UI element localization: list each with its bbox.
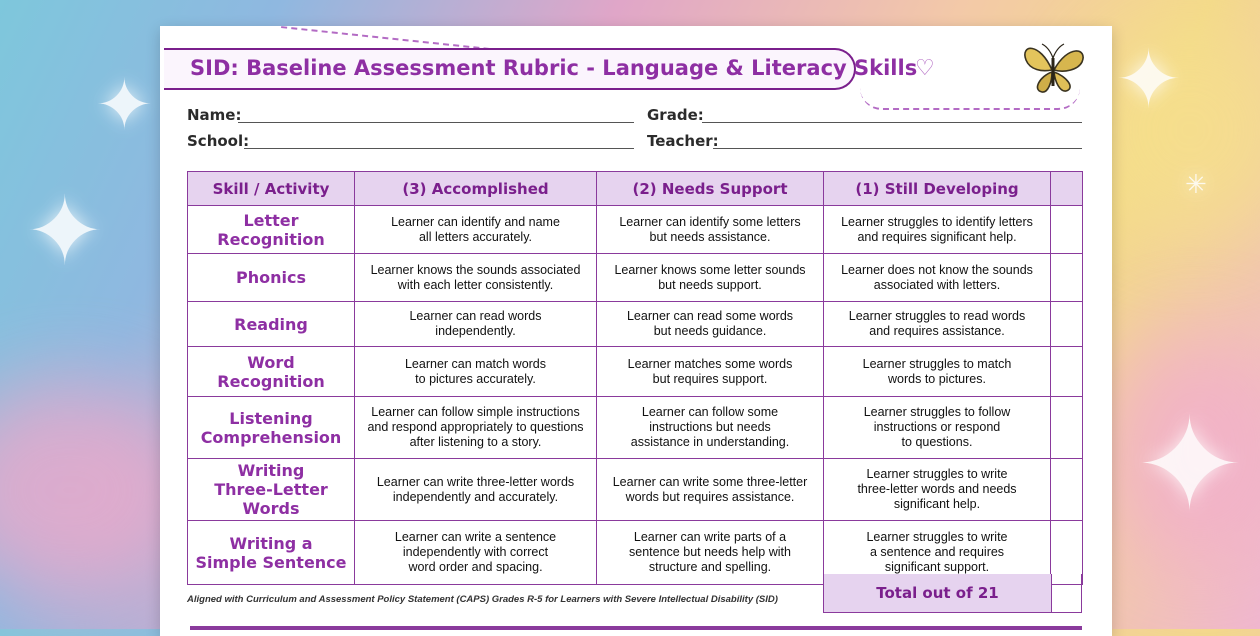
cell-line: Phonics [236, 268, 306, 287]
cell-line: Learner can write a sentence [394, 530, 557, 544]
cell-line: Learner can write three-letter words [376, 474, 575, 489]
accomplished-cell [355, 254, 597, 302]
cell-line: but needs guidance. [653, 324, 767, 338]
cell-line: and respond appropriately to questions [367, 420, 584, 434]
cell-line: Writing [237, 461, 305, 480]
cell-line: Comprehension [200, 427, 342, 447]
skill-cell [188, 521, 355, 585]
still-developing-cell [824, 397, 1051, 459]
needs-support-cell [597, 254, 824, 302]
cell-line: Letter Recognition [217, 210, 325, 249]
table-row [188, 347, 1083, 397]
heart-icon: ♡ [915, 56, 935, 81]
cell-line: Learner knows some letter sounds [614, 262, 806, 277]
score-cell[interactable] [1051, 254, 1083, 302]
caps-footnote: Aligned with Curriculum and Assessment Policy Statement (CAPS) Grades R-5 for Learners with Severe Intellectual Disability (SID) [187, 594, 778, 605]
accomplished-cell [355, 302, 597, 347]
cell-line: with each letter consistently. [397, 277, 554, 292]
cell-line: Learner can match words [404, 356, 547, 371]
still-developing-cell [824, 302, 1051, 347]
cell-line: and requires assistance. [869, 324, 1005, 338]
cell-line: Learner struggles to match [862, 356, 1012, 371]
sparkle-icon: ✦ [1135, 389, 1244, 541]
name-field[interactable] [238, 122, 634, 123]
accomplished-cell [355, 521, 597, 585]
score-cell[interactable] [1051, 206, 1083, 254]
cell-line: Learner can follow simple instructions [371, 405, 580, 419]
cell-line: but needs assistance. [649, 229, 771, 244]
rubric-sheet [160, 26, 1112, 636]
skill-cell [188, 302, 355, 347]
cell-line: three-letter words and needs [857, 482, 1017, 496]
header-still-developing: (1) Still Developing [824, 172, 1051, 206]
cell-line: words to pictures. [888, 371, 986, 386]
cell-line: Word Recognition [217, 352, 325, 391]
cell-line: instructions or respond [873, 420, 1001, 434]
cell-line: Learner can write some three-letter [612, 474, 808, 489]
teacher-label: Teacher: [647, 132, 719, 150]
cell-line: Learner does not know the sounds [841, 262, 1033, 277]
needs-support-cell [597, 347, 824, 397]
sparkle-icon: ✦ [1115, 33, 1183, 126]
accomplished-cell [355, 347, 597, 397]
score-cell[interactable] [1051, 302, 1083, 347]
score-cell[interactable] [1051, 347, 1083, 397]
bottom-border [190, 626, 1082, 630]
cell-line: structure and spelling. [648, 560, 772, 574]
cell-line: Learner can read words [409, 309, 542, 323]
cell-line: significant support. [884, 560, 990, 574]
skill-cell [188, 459, 355, 521]
cell-line: Learner struggles to follow [863, 405, 1011, 419]
cell-line: Learner can read some words [626, 309, 794, 323]
teacher-field[interactable] [713, 148, 1082, 149]
still-developing-cell [824, 459, 1051, 521]
cell-line: Learner struggles to identify letters [841, 214, 1033, 229]
score-cell[interactable] [1051, 397, 1083, 459]
cell-line: but requires support. [652, 371, 768, 386]
needs-support-cell [597, 302, 824, 347]
header-needs-support: (2) Needs Support [597, 172, 824, 206]
cell-line: associated with letters. [873, 277, 1001, 292]
rubric-table [187, 171, 1083, 585]
still-developing-cell [824, 254, 1051, 302]
needs-support-cell [597, 397, 824, 459]
needs-support-cell [597, 459, 824, 521]
cell-line: but needs support. [658, 277, 762, 292]
cell-line: Learner matches some words [627, 356, 793, 371]
cell-line: Writing a [229, 533, 313, 553]
total-score-cell[interactable] [1050, 574, 1082, 613]
cell-line: independently and accurately. [392, 489, 559, 504]
cell-line: Listening [229, 408, 313, 428]
cell-line: after listening to a story. [409, 435, 542, 449]
cell-line: a sentence and requires [869, 545, 1005, 559]
accomplished-cell [355, 397, 597, 459]
sparkle-icon: ✦ [25, 177, 105, 287]
cell-line: instructions but needs [649, 420, 771, 434]
cell-line: sentence but needs help with [629, 545, 791, 559]
total-label: Total out of 21 [823, 574, 1052, 613]
cell-line: Reading [234, 314, 308, 334]
table-row [188, 206, 1083, 254]
cell-line: to pictures accurately. [415, 371, 536, 386]
sparkle-icon: ✦ [95, 64, 154, 146]
cell-line: words but requires assistance. [625, 489, 795, 504]
cell-line: Learner struggles to write [866, 530, 1008, 544]
sparkle-icon: ✳ [1185, 170, 1207, 200]
school-field[interactable] [244, 148, 634, 149]
header-skill: Skill / Activity [188, 172, 355, 206]
butterfly-icon [1018, 36, 1088, 98]
cell-line: Learner can identify and name [391, 214, 560, 229]
school-label: School: [187, 132, 250, 150]
table-header-row [188, 172, 1083, 206]
grade-label: Grade: [647, 106, 704, 124]
table-row [188, 397, 1083, 459]
cell-line: Learner knows the sounds associated [370, 262, 581, 277]
cell-line: Learner can write parts of a [633, 530, 787, 544]
accomplished-cell [355, 459, 597, 521]
cell-line: Simple Sentence [195, 552, 347, 572]
cell-line: Learner can follow some [641, 405, 779, 419]
cell-line: to questions. [901, 435, 973, 449]
table-row [188, 302, 1083, 347]
cell-line: independently with correct [402, 545, 549, 559]
still-developing-cell [824, 206, 1051, 254]
table-row [188, 254, 1083, 302]
score-cell[interactable] [1051, 459, 1083, 521]
still-developing-cell [824, 347, 1051, 397]
cell-line: Learner can identify some letters [619, 214, 801, 229]
header-score [1051, 172, 1083, 206]
skill-cell [188, 397, 355, 459]
cell-line: word order and spacing. [408, 560, 543, 574]
needs-support-cell [597, 206, 824, 254]
cell-line: significant help. [893, 497, 981, 511]
skill-cell [188, 347, 355, 397]
header-accomplished: (3) Accomplished [355, 172, 597, 206]
cell-line: all letters accurately. [418, 229, 532, 244]
grade-field[interactable] [702, 122, 1082, 123]
cell-line: Learner struggles to read words [848, 309, 1026, 323]
needs-support-cell [597, 521, 824, 585]
page-title: SID: Baseline Assessment Rubric - Language & Literacy Skills [190, 56, 918, 80]
accomplished-cell [355, 206, 597, 254]
name-label: Name: [187, 106, 242, 124]
cell-line: Learner struggles to write [866, 467, 1008, 481]
cell-line: and requires significant help. [857, 229, 1017, 244]
skill-cell [188, 206, 355, 254]
skill-cell [188, 254, 355, 302]
cell-line: Three-Letter Words [214, 480, 328, 518]
cell-line: assistance in understanding. [630, 435, 790, 449]
table-row [188, 459, 1083, 521]
cell-line: independently. [435, 324, 516, 338]
